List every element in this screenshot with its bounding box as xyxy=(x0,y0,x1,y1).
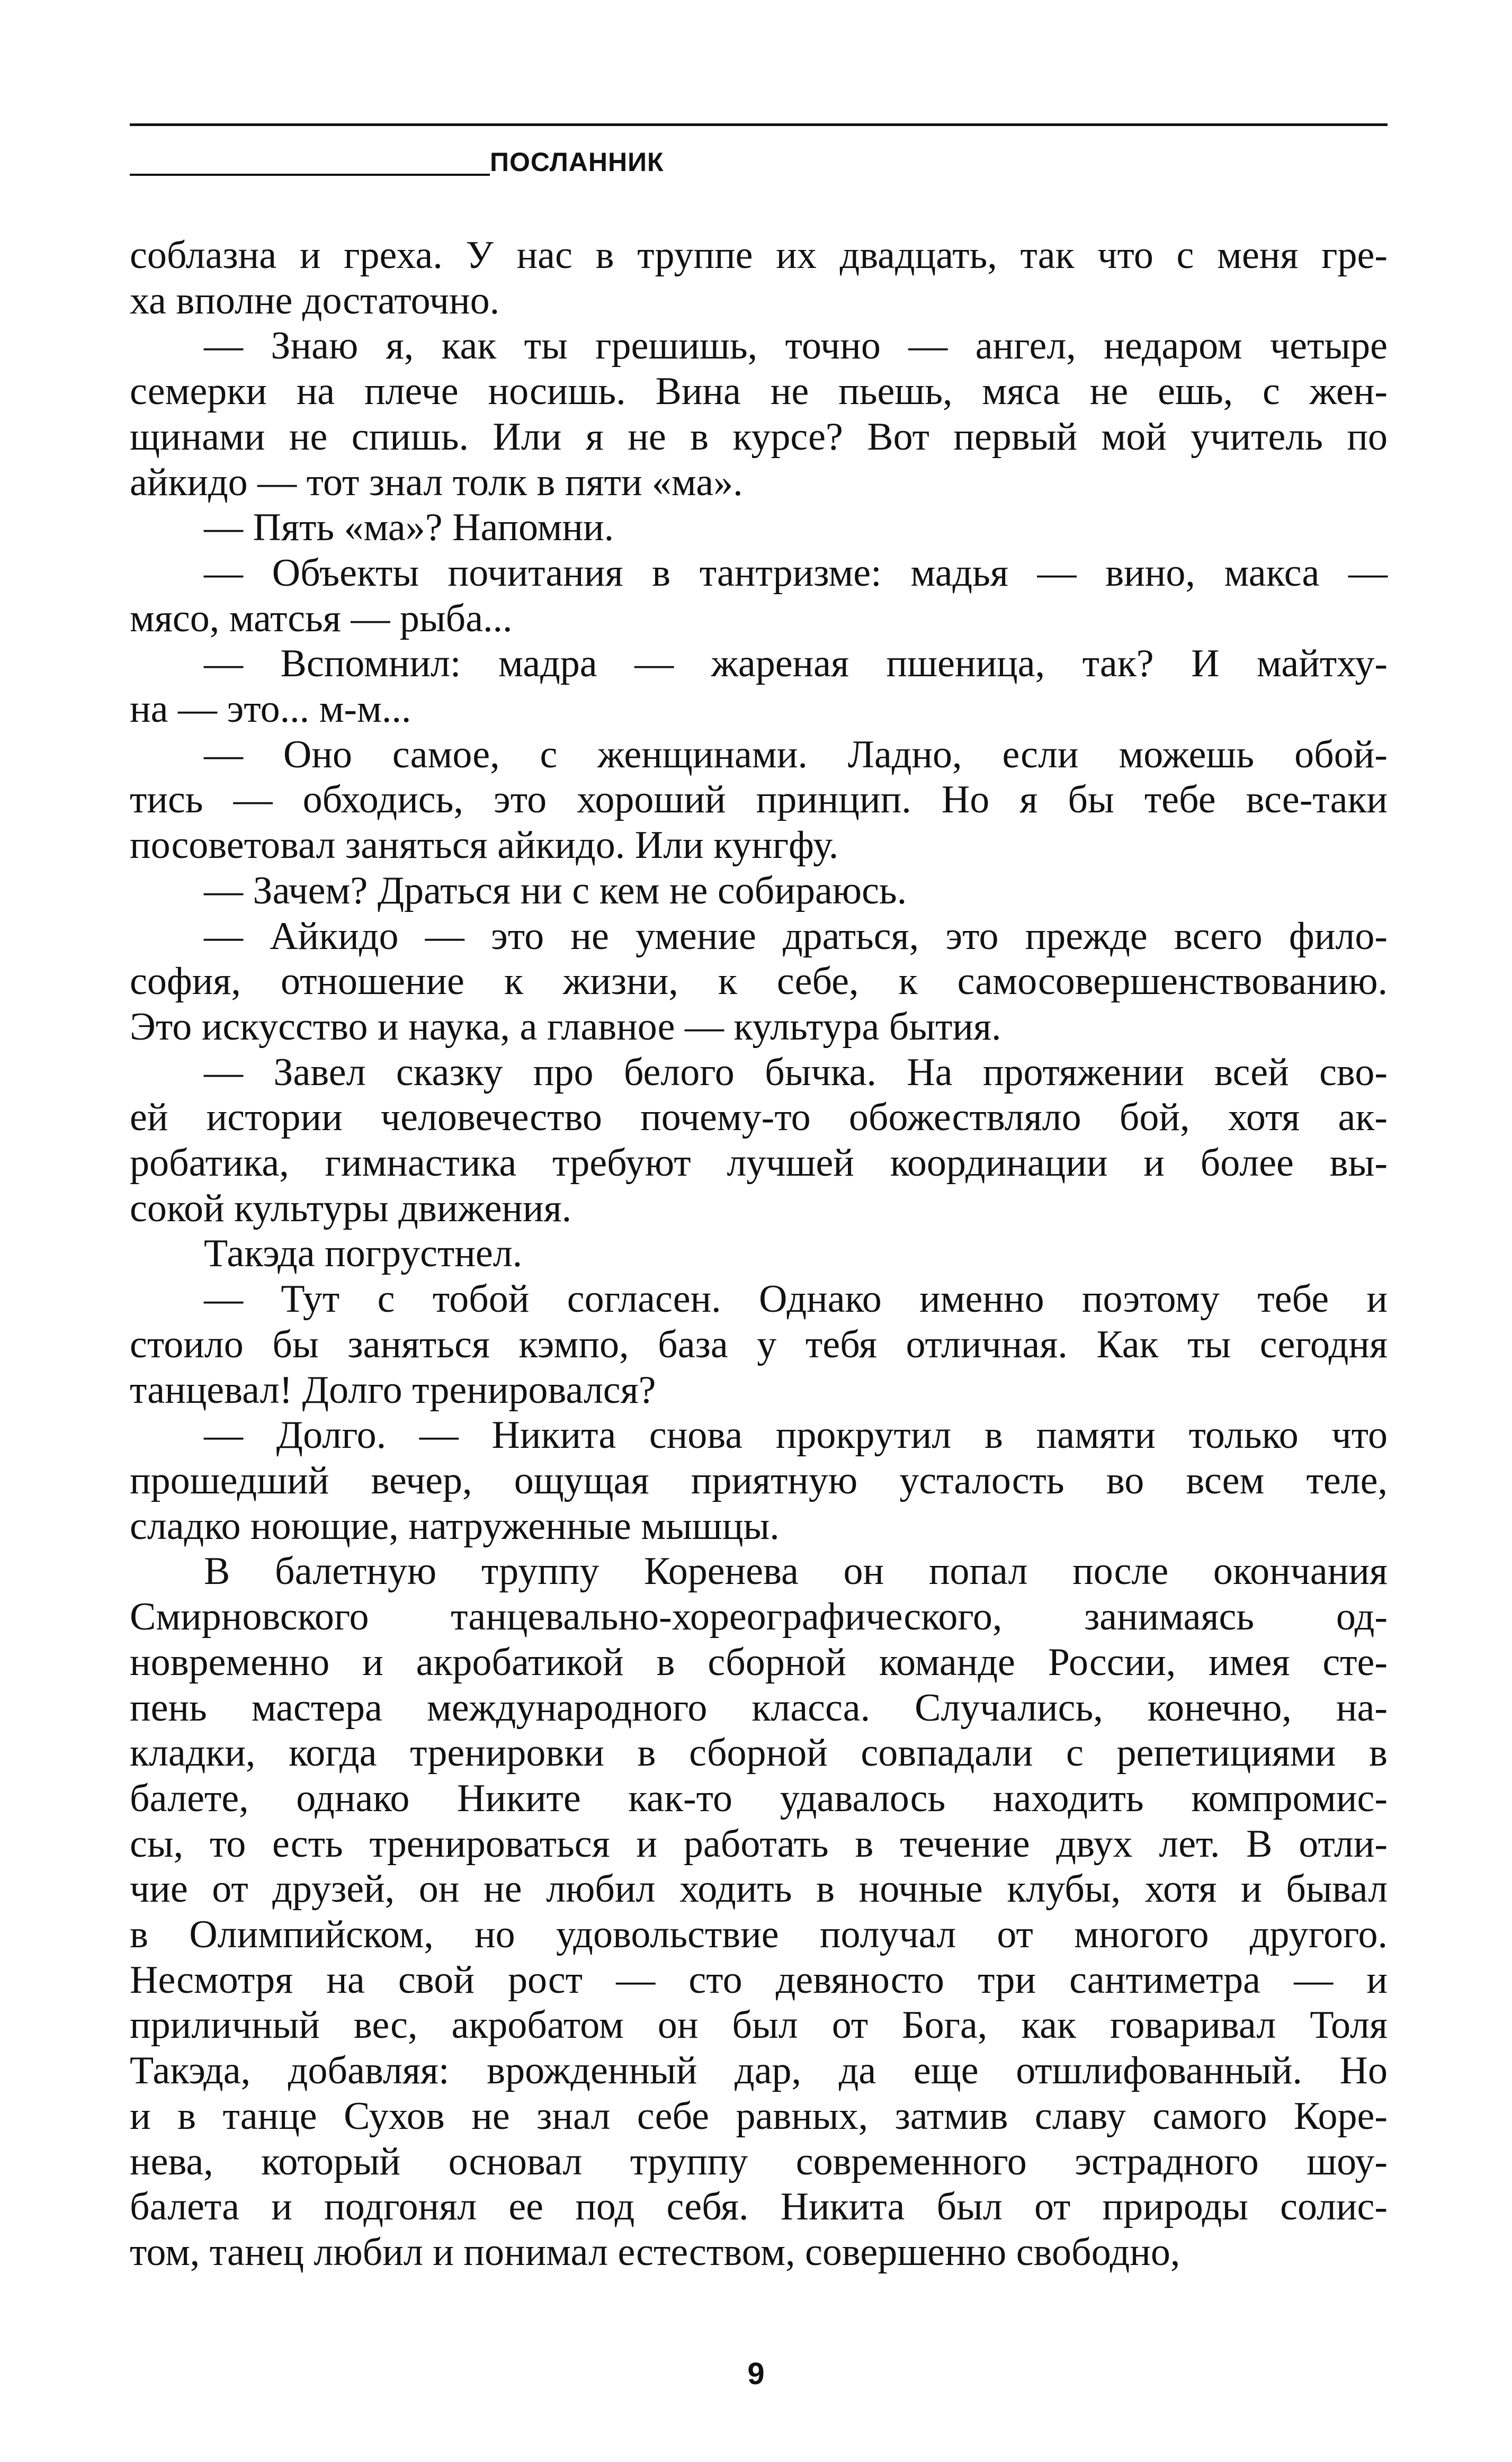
text-line: щинами не спишь. Или я не в курсе? Вот первый мой учитель по xyxy=(130,415,1388,459)
text-line: прошедший вечер, ощущая приятную усталость во всем теле, xyxy=(130,1458,1388,1502)
text-line: и в танце Сухов не знал себе равных, затмив славу самого Коре- xyxy=(130,2094,1388,2138)
text-line: — Айкидо — это не умение драться, это прежде всего фило- xyxy=(204,914,1388,958)
text-line: балете, однако Никите как-то удавалось находить компромис- xyxy=(130,1776,1388,1820)
text-line: Несмотря на свой рост — сто девяносто три сантиметра — и xyxy=(130,1958,1388,2002)
paragraph xyxy=(130,505,1388,551)
paragraph xyxy=(130,324,1388,505)
text-line: робатика, гимнастика требуют лучшей координации и более вы- xyxy=(130,1141,1388,1185)
text-line: ха вполне достаточно. xyxy=(130,279,500,323)
paragraph xyxy=(130,1277,1388,1413)
paragraph xyxy=(130,869,1388,914)
paragraph xyxy=(130,1413,1388,1549)
text-line: сы, то есть тренироваться и работать в течение двух лет. В отли- xyxy=(130,1822,1388,1866)
running-head xyxy=(130,146,1388,183)
paragraph xyxy=(130,914,1388,1050)
text-line: танцевал! Долго тренировался? xyxy=(130,1368,656,1412)
text-line: Такэда погрустнел. xyxy=(204,1232,523,1276)
text-line: чие от друзей, он не любил ходить в ночные клубы, хотя и бывал xyxy=(130,1867,1388,1911)
text-line: балета и подгонял ее под себя. Никита был от природы солис- xyxy=(130,2185,1388,2229)
text-line: нева, который основал труппу современного эстрадного шоу- xyxy=(130,2139,1388,2183)
text-line: соблазна и греха. У нас в труппе их двадцать, так что с меня гре- xyxy=(130,234,1388,277)
text-line: айкидо — тот знал толк в пяти «ма». xyxy=(130,460,743,504)
text-line: семерки на плече носишь. Вина не пьешь, мяса не ешь, с жен- xyxy=(130,370,1388,414)
text-line: сокой культуры движения. xyxy=(130,1186,572,1230)
text-line: на — это... м-м... xyxy=(130,687,411,731)
page-number: 9 xyxy=(747,2357,765,2391)
text-line: — Знаю я, как ты грешишь, точно — ангел, недаром четыре xyxy=(204,324,1388,368)
text-line: том, танец любил и понимал естеством, совершенно свободно, xyxy=(130,2230,1180,2274)
text-line: софия, отношение к жизни, к себе, к самосовершенствованию. xyxy=(130,960,1388,1004)
paragraph xyxy=(130,233,1388,324)
running-head-title: ПОСЛАННИК xyxy=(490,147,664,177)
text-line: мясо, матсья — рыба... xyxy=(130,596,513,640)
body-text xyxy=(130,233,1388,2276)
text-line: — Завел сказку про белого бычка. На протяжении всей сво- xyxy=(204,1050,1388,1094)
text-line: сладко ноющие, натруженные мышцы. xyxy=(130,1504,780,1548)
top-rule xyxy=(130,123,1388,126)
paragraph xyxy=(130,1050,1388,1232)
paragraph xyxy=(130,551,1388,641)
paragraph xyxy=(130,732,1388,869)
text-line: ей истории человечество почему-то обожествляло бой, хотя ак- xyxy=(130,1096,1388,1140)
text-line: В балетную труппу Коренева он попал после окончания xyxy=(204,1550,1388,1593)
running-head-rule xyxy=(130,174,490,176)
text-line: — Зачем? Драться ни с кем не собираюсь. xyxy=(204,869,907,912)
text-line: посоветовал заняться айкидо. Или кунгфу. xyxy=(130,823,839,867)
text-line: стоило бы заняться кэмпо, база у тебя отличная. Как ты сегодня xyxy=(130,1322,1388,1366)
text-line: Такэда, добавляя: врожденный дар, да еще отшлифованный. Но xyxy=(130,2049,1388,2093)
text-line: — Тут с тобой согласен. Однако именно поэтому тебе и xyxy=(204,1277,1388,1321)
text-line: тись — обходись, это хороший принцип. Но я бы тебе все-таки xyxy=(130,778,1388,822)
text-line: — Вспомнил: мадра — жареная пшеница, так? И майтху- xyxy=(204,642,1388,686)
text-line: пень мастера международного класса. Случались, конечно, на- xyxy=(130,1686,1388,1730)
paragraph xyxy=(130,641,1388,732)
text-line: — Долго. — Никита снова прокрутил в памяти только что xyxy=(204,1413,1388,1457)
paragraph xyxy=(130,1231,1388,1277)
text-line: — Пять «ма»? Напомни. xyxy=(204,506,614,550)
text-line: новременно и акробатикой в сборной команде России, имея сте- xyxy=(130,1640,1388,1684)
text-line: — Оно самое, с женщинами. Ладно, если можешь обой- xyxy=(204,732,1388,776)
text-line: кладки, когда тренировки в сборной совпадали с репетициями в xyxy=(130,1731,1388,1775)
paragraph xyxy=(130,1549,1388,2275)
text-line: приличный вес, акробатом он был от Бога, как говаривал Толя xyxy=(130,2003,1388,2047)
text-line: в Олимпийском, но удовольствие получал от многого другого. xyxy=(130,1913,1388,1957)
text-line: — Объекты почитания в тантризме: мадья — вино, макса — xyxy=(204,551,1388,595)
text-line: Смирновского танцевально-хореографического, занимаясь од- xyxy=(130,1595,1388,1639)
text-line: Это искусство и наука, а главное — культура бытия. xyxy=(130,1005,1001,1049)
